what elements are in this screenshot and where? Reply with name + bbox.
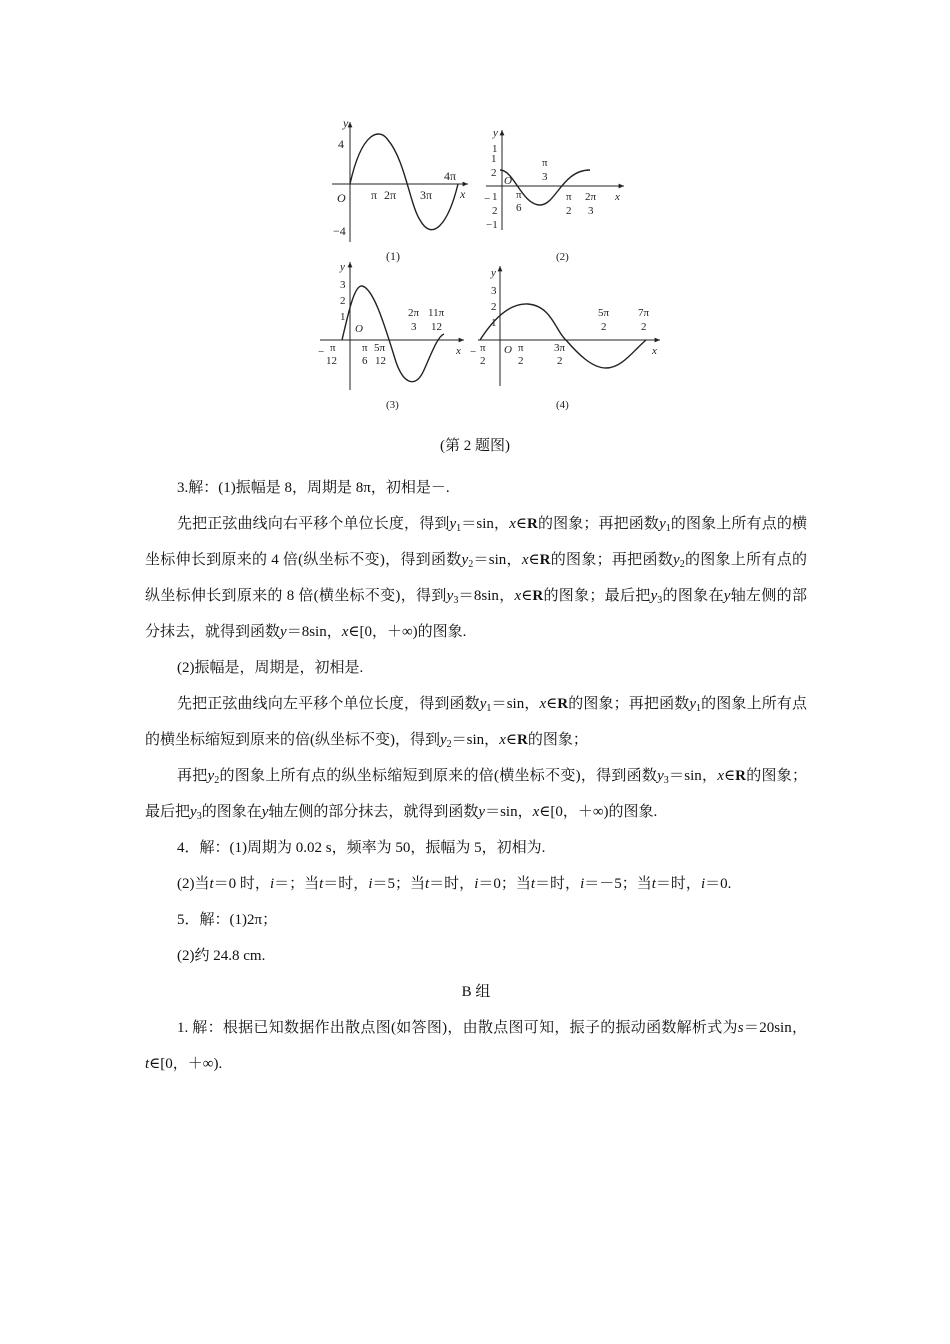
- q3-part2-explanation-b: 再把$y_2$的图象上所有点的纵坐标缩短到原来的倍(横坐标不变)，得到函数$y_3=\sin$，x∈R的图象；最后把$y_3$的图象在y轴左侧的部分抹去，就得到函数y＝sin，x∈[0，＋∞)的图象.: [145, 768, 807, 822]
- tick-7pi2-num: 7π: [638, 307, 650, 319]
- q3-part2: (2)振幅是，周期是，初相是.: [177, 660, 364, 676]
- tick-pi6-num: π: [516, 189, 522, 201]
- answer-body: [145, 470, 807, 1082]
- tick-3: 3: [340, 279, 346, 291]
- tick-3: 3: [491, 285, 497, 297]
- tick-3pi2-num: 3π: [554, 342, 566, 354]
- tick-5pi12-den: 12: [375, 355, 386, 367]
- tick-7pi2-den: 2: [641, 321, 647, 333]
- tick-2pi3-num: 2π: [408, 307, 420, 319]
- x-label: x: [460, 187, 466, 201]
- tick-4pi: 4π: [444, 169, 457, 183]
- tick-neg-pi12-sign: −: [318, 346, 325, 358]
- tick-11pi12-num: 11π: [428, 307, 445, 319]
- tick-neg-half-sign: −: [484, 193, 491, 205]
- tick-neg-pi2-sign: −: [470, 346, 477, 358]
- x-label: x: [652, 345, 657, 357]
- tick-5pi12-num: 5π: [374, 342, 386, 354]
- panel-label-1: (1): [386, 249, 400, 263]
- tick-2pi3-num: 2π: [585, 191, 597, 203]
- tick-pi2-num: π: [566, 191, 572, 203]
- graph-3: [318, 261, 464, 411]
- tick-5pi2-num: 5π: [598, 307, 610, 319]
- tick-pi6-num: π: [362, 342, 368, 354]
- tick-2pi: 2π: [384, 188, 397, 202]
- group-b-q1: 1. 解：根据已知数据作出散点图(如答图)，由散点图可知，振子的振动函数解析式为s＝20sin，t∈[0，＋∞).: [145, 1020, 807, 1072]
- q3-part1-explanation: 先把正弦曲线向右平移个单位长度，得到$y_1=\sin$，x∈R的图象；再把函数$y_1$的图象上所有点的横坐标伸长到原来的 4 倍(纵坐标不变)，得到函数$y_2=\sin$，x∈R的图象；再把函数$y_2$的图象上所有点的纵坐标伸长到原来的 8 倍(横坐标不变)，得到$y_3=8\sin$，x∈R的图象；最后把$y_3$的图象在y轴左侧的部分抹去，就得到函数y＝8sin，x∈[0，＋∞)的图象.: [145, 516, 807, 640]
- q3-part2-explanation-a: 先把正弦曲线向左平移个单位长度，得到函数$y_1=\sin$，x∈R的图象；再把函数$y_1$的图象上所有点的横坐标缩短到原来的倍(纵坐标不变)，得到$y_2=\sin$，x∈R的图象；: [145, 696, 807, 750]
- tick-pi3-den: 3: [542, 171, 548, 183]
- graph-2: [484, 127, 624, 263]
- q4-part2: (2)当t＝0 时，i＝；当t＝时，i＝5；当t＝时，i＝0；当t＝时，i＝－5；当t＝时，i＝0.: [177, 876, 732, 892]
- tick-1: 1: [491, 317, 497, 329]
- tick-5pi2-den: 2: [601, 321, 607, 333]
- figure-four-graphs: [300, 110, 680, 420]
- tick-pi: π: [371, 188, 378, 202]
- tick-1: 1: [340, 311, 346, 323]
- tick-neg-pi12-den: 12: [326, 355, 337, 367]
- tick-1: 1: [492, 143, 498, 155]
- y-label: y: [491, 267, 496, 279]
- panel-label-4: (4): [556, 399, 569, 411]
- tick-2: 2: [491, 301, 497, 313]
- graph-4: [470, 266, 660, 411]
- group-b-title: B 组: [461, 984, 491, 1000]
- q4-part1: 4．解：(1)周期为 0.02 s，频率为 50，振幅为 5，初相为.: [177, 840, 546, 856]
- graph-1: [332, 116, 468, 263]
- tick-neg-pi2-den: 2: [480, 355, 486, 367]
- origin-label: O: [337, 191, 346, 205]
- tick-neg-half-num: 1: [492, 191, 498, 203]
- tick-pi6-den: 6: [362, 355, 368, 367]
- tick-neg4: −4: [333, 224, 346, 238]
- tick-4: 4: [338, 137, 344, 151]
- graphs-svg: [300, 110, 680, 420]
- tick-pi2-den: 2: [566, 205, 572, 217]
- tick-2: 2: [340, 295, 346, 307]
- tick-neg1: −1: [486, 219, 498, 231]
- panel-label-2: (2): [556, 251, 569, 263]
- panel-label-3: (3): [386, 399, 399, 411]
- tick-2pi3-den: 3: [588, 205, 594, 217]
- origin-label: O: [355, 323, 363, 335]
- q5-part1: 5．解：(1)2π；: [177, 912, 278, 928]
- tick-3pi: 3π: [420, 188, 433, 202]
- y-label: y: [340, 261, 345, 273]
- tick-2pi3-den: 3: [411, 321, 417, 333]
- sine-curve: [350, 134, 458, 230]
- tick-pi3-num: π: [542, 157, 548, 169]
- tick-pi2-num: π: [518, 342, 524, 354]
- tick-pi2-den: 2: [518, 355, 524, 367]
- sine-curve: [480, 304, 646, 368]
- tick-11pi12-den: 12: [431, 321, 442, 333]
- x-label: x: [615, 191, 620, 203]
- tick-neg-pi2-num: π: [480, 342, 486, 354]
- figure-caption: (第 2 题图): [440, 438, 510, 454]
- tick-neg-pi12-num: π: [330, 342, 336, 354]
- y-label: y: [343, 116, 349, 130]
- tick-half-num: 1: [491, 153, 497, 165]
- origin-label: O: [504, 344, 512, 356]
- origin-label: O: [504, 175, 512, 187]
- y-label: y: [493, 127, 498, 139]
- tick-3pi2-den: 2: [557, 355, 563, 367]
- q3-part1: 3.解：(1)振幅是 8，周期是 8π，初相是－.: [177, 480, 450, 496]
- tick-neg-half-den: 2: [492, 205, 498, 217]
- q5-part2: (2)约 24.8 cm.: [177, 948, 266, 964]
- x-label: x: [456, 345, 461, 357]
- tick-half-den: 2: [491, 167, 497, 179]
- tick-pi6-den: 6: [516, 202, 522, 214]
